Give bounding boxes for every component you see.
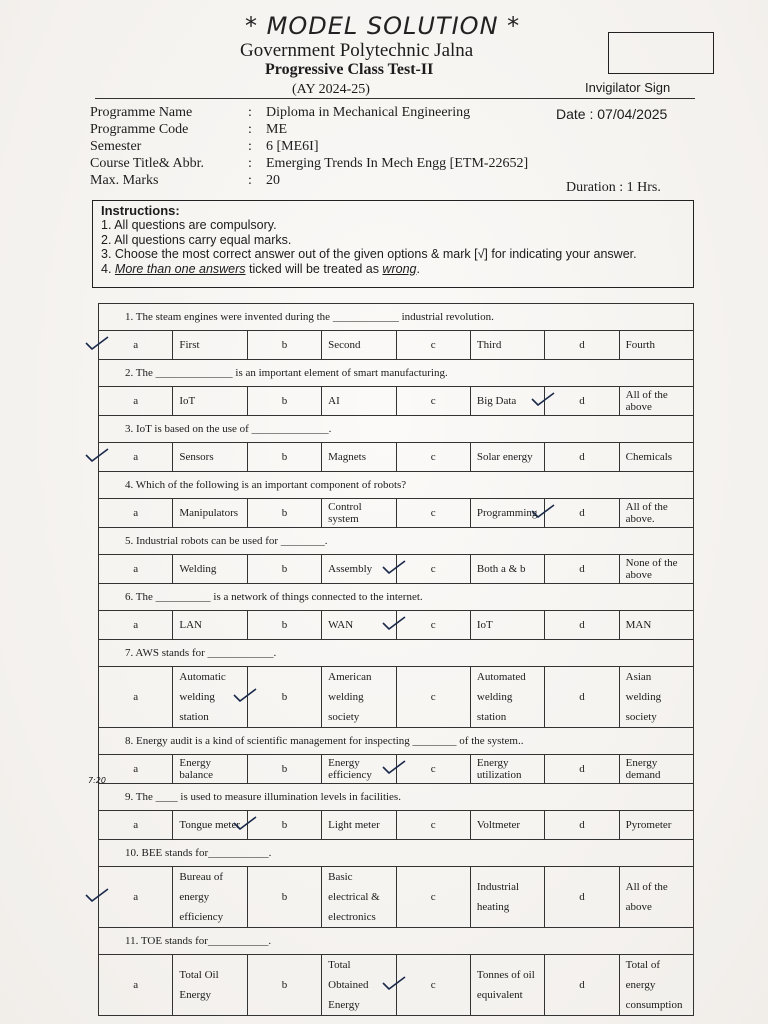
info-value: Diploma in Mechanical Engineering: [266, 105, 471, 120]
header-divider: [95, 98, 695, 99]
option-letter: b: [247, 811, 321, 840]
option-letter: c: [396, 331, 470, 360]
option-c[interactable]: Automated welding station: [470, 667, 544, 728]
option-a[interactable]: LAN: [173, 611, 247, 640]
option-letter: c: [396, 443, 470, 472]
option-b[interactable]: Second: [322, 331, 396, 360]
option-a[interactable]: Total Oil Energy: [173, 955, 247, 1016]
question-row: [99, 304, 694, 331]
question-row: [99, 472, 694, 499]
option-d[interactable]: Asian welding society: [619, 667, 693, 728]
question-row: [99, 728, 694, 755]
options-row: [99, 443, 694, 472]
model-solution-heading: * MODEL SOLUTION *: [245, 12, 521, 40]
exam-duration: Duration : 1 Hrs.: [566, 180, 661, 195]
option-letter: a: [99, 555, 173, 584]
info-key: Course Title& Abbr.: [90, 156, 204, 171]
option-d[interactable]: Pyrometer: [619, 811, 693, 840]
instruction-4-emphasis: More than one answers: [114, 261, 246, 276]
option-letter: c: [396, 611, 470, 640]
invigilator-sign-label: Invigilator Sign: [585, 80, 671, 95]
option-letter: a: [99, 499, 173, 528]
option-letter: d: [545, 755, 619, 784]
option-letter: d: [545, 955, 619, 1016]
option-a[interactable]: IoT: [173, 387, 247, 416]
options-row: [99, 611, 694, 640]
option-letter: c: [396, 555, 470, 584]
question-row: [99, 584, 694, 611]
instruction-4: 4. More than one answers ticked will be treated as wrong.: [101, 261, 420, 276]
info-colon: :: [248, 173, 252, 188]
option-letter: d: [545, 667, 619, 728]
option-a[interactable]: Automatic welding station: [173, 667, 247, 728]
question-text: 11. TOE stands for___________.: [99, 928, 694, 955]
option-letter: a: [99, 667, 173, 728]
info-value: 20: [266, 173, 280, 188]
option-c[interactable]: Solar energy: [470, 443, 544, 472]
option-c[interactable]: Both a & b: [470, 555, 544, 584]
option-letter: b: [247, 611, 321, 640]
invigilator-sign-box: [608, 32, 714, 74]
option-c[interactable]: Programming: [470, 499, 544, 528]
question-row: [99, 416, 694, 443]
question-text: 6. The __________ is a network of things connected to the internet.: [99, 584, 694, 611]
option-letter: b: [247, 867, 321, 928]
course-info: [90, 104, 566, 189]
academic-year: (AY 2024-25): [292, 82, 370, 97]
option-letter: b: [247, 955, 321, 1016]
option-letter: a: [99, 443, 173, 472]
option-a[interactable]: Tongue meter: [173, 811, 247, 840]
instructions-title: Instructions:: [101, 203, 180, 218]
option-letter: d: [545, 555, 619, 584]
option-letter: b: [247, 555, 321, 584]
option-letter: b: [247, 387, 321, 416]
option-letter: c: [396, 667, 470, 728]
info-row: [90, 155, 566, 172]
option-letter: d: [545, 499, 619, 528]
option-c[interactable]: Energy utilization: [470, 755, 544, 784]
question-text: 2. The ______________ is an important element of smart manufacturing.: [99, 360, 694, 387]
question-row: [99, 528, 694, 555]
option-b[interactable]: Light meter: [322, 811, 396, 840]
option-letter: d: [545, 331, 619, 360]
option-b[interactable]: Magnets: [322, 443, 396, 472]
option-letter: b: [247, 499, 321, 528]
option-a[interactable]: Bureau of energy efficiency: [173, 867, 247, 928]
option-letter: b: [247, 667, 321, 728]
options-row: [99, 867, 694, 928]
option-d[interactable]: All of the above: [619, 867, 693, 928]
option-letter: c: [396, 499, 470, 528]
option-letter: d: [545, 611, 619, 640]
info-value: 6 [ME6I]: [266, 139, 319, 154]
option-c[interactable]: Third: [470, 331, 544, 360]
option-letter: a: [99, 387, 173, 416]
instruction-1: 1. All questions are compulsory.: [101, 218, 277, 232]
question-row: [99, 840, 694, 867]
options-row: [99, 667, 694, 728]
option-letter: d: [545, 867, 619, 928]
option-b[interactable]: AI: [322, 387, 396, 416]
info-key: Programme Name: [90, 105, 193, 120]
option-b[interactable]: WAN: [322, 611, 396, 640]
option-letter: d: [545, 443, 619, 472]
options-row: [99, 499, 694, 528]
margin-note: 7:20: [88, 776, 106, 785]
options-row: [99, 387, 694, 416]
questions-table: [98, 303, 694, 1016]
info-colon: :: [248, 139, 252, 154]
info-key: Semester: [90, 139, 142, 154]
option-d[interactable]: All of the above: [619, 387, 693, 416]
option-letter: b: [247, 443, 321, 472]
test-title: Progressive Class Test-II: [265, 61, 434, 78]
option-b[interactable]: Energy efficiency: [322, 755, 396, 784]
question-text: 4. Which of the following is an important component of robots?: [99, 472, 694, 499]
option-letter: a: [99, 755, 173, 784]
option-d[interactable]: None of the above: [619, 555, 693, 584]
option-a[interactable]: Energy balance: [173, 755, 247, 784]
option-d[interactable]: Fourth: [619, 331, 693, 360]
question-text: 3. IoT is based on the use of ______________.: [99, 416, 694, 443]
instruction-2: 2. All questions carry equal marks.: [101, 232, 292, 247]
option-c[interactable]: Industrial heating: [470, 867, 544, 928]
option-c[interactable]: Tonnes of oil equivalent: [470, 955, 544, 1016]
option-letter: d: [545, 811, 619, 840]
instruction-4-wrong: wrong: [382, 261, 417, 276]
option-a[interactable]: Manipulators: [173, 499, 247, 528]
options-row: [99, 555, 694, 584]
option-b[interactable]: Assembly: [322, 555, 396, 584]
question-row: [99, 928, 694, 955]
question-row: [99, 784, 694, 811]
info-row: [90, 104, 566, 121]
option-letter: b: [247, 755, 321, 784]
option-d[interactable]: Energy demand: [619, 755, 693, 784]
info-colon: :: [248, 105, 252, 120]
option-a[interactable]: First: [173, 331, 247, 360]
option-letter: a: [99, 811, 173, 840]
options-row: [99, 755, 694, 784]
option-d[interactable]: Chemicals: [619, 443, 693, 472]
option-letter: a: [99, 955, 173, 1016]
question-row: [99, 360, 694, 387]
option-letter: d: [545, 387, 619, 416]
instructions-box: [92, 200, 694, 288]
option-b[interactable]: Basic electrical & electronics: [322, 867, 396, 928]
question-row: [99, 640, 694, 667]
option-b[interactable]: Total Obtained Energy: [322, 955, 396, 1016]
option-letter: a: [99, 331, 173, 360]
option-c[interactable]: Voltmeter: [470, 811, 544, 840]
option-letter: b: [247, 331, 321, 360]
option-letter: a: [99, 611, 173, 640]
option-letter: c: [396, 811, 470, 840]
info-key: Max. Marks: [90, 173, 159, 188]
info-row: [90, 172, 566, 189]
option-c[interactable]: IoT: [470, 611, 544, 640]
options-row: [99, 331, 694, 360]
question-text: 8. Energy audit is a kind of scientific management for inspecting ________ of the system..: [99, 728, 694, 755]
info-colon: :: [248, 156, 252, 171]
option-letter: a: [99, 867, 173, 928]
exam-date: Date : 07/04/2025: [556, 106, 668, 122]
instruction-3: 3. Choose the most correct answer out of the given options & mark [√] for indicating your answer.: [101, 247, 637, 261]
option-a[interactable]: Sensors: [173, 443, 247, 472]
info-row: [90, 138, 566, 155]
option-c[interactable]: Big Data: [470, 387, 544, 416]
option-d[interactable]: Total of energy consumption: [619, 955, 693, 1016]
options-row: [99, 811, 694, 840]
question-text: 1. The steam engines were invented during the ____________ industrial revolution.: [99, 304, 694, 331]
options-row: [99, 955, 694, 1016]
option-letter: c: [396, 387, 470, 416]
info-colon: :: [248, 122, 252, 137]
option-a[interactable]: Welding: [173, 555, 247, 584]
option-d[interactable]: MAN: [619, 611, 693, 640]
option-b[interactable]: American welding society: [322, 667, 396, 728]
institute-name: Government Polytechnic Jalna: [240, 40, 474, 61]
info-row: [90, 121, 566, 138]
question-text: 7. AWS stands for ____________.: [99, 640, 694, 667]
question-text: 5. Industrial robots can be used for ________.: [99, 528, 694, 555]
info-value: Emerging Trends In Mech Engg [ETM-22652]: [266, 156, 529, 171]
option-letter: c: [396, 955, 470, 1016]
info-key: Programme Code: [90, 122, 189, 137]
option-d[interactable]: All of the above.: [619, 499, 693, 528]
option-b[interactable]: Control system: [322, 499, 396, 528]
option-letter: c: [396, 867, 470, 928]
question-text: 9. The ____ is used to measure illumination levels in facilities.: [99, 784, 694, 811]
question-text: 10. BEE stands for___________.: [99, 840, 694, 867]
option-letter: c: [396, 755, 470, 784]
info-value: ME: [266, 122, 287, 137]
